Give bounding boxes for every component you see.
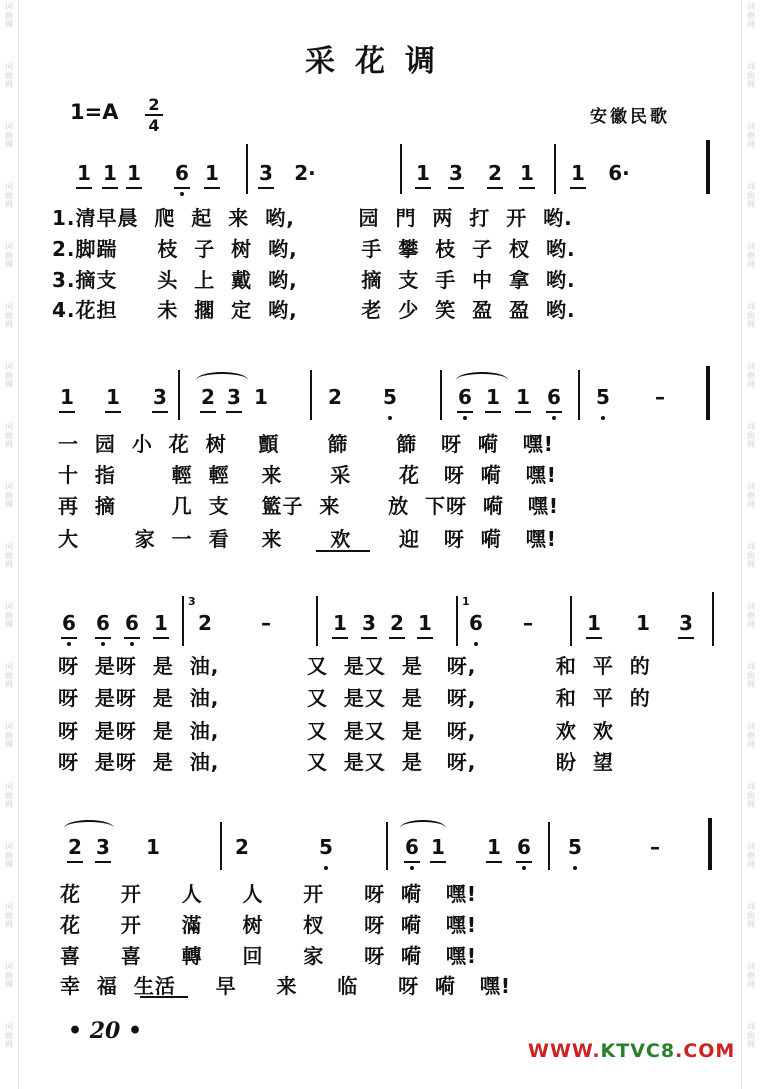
watermark-glyph: 网 (5, 440, 13, 449)
note: 1 (568, 160, 588, 186)
note: 1 (517, 160, 537, 186)
watermark-glyph: 词 (747, 182, 755, 191)
watermark-glyph: 网 (5, 860, 13, 869)
lyric-underline (140, 996, 188, 998)
time-signature-bottom: 4 (148, 116, 160, 135)
watermark-glyph: 曲 (5, 491, 13, 500)
watermark-glyph: 词 (747, 962, 755, 971)
watermark-glyph: 曲 (5, 971, 13, 980)
watermark-glyph: 曲 (5, 911, 13, 920)
bar-line (570, 596, 572, 646)
watermark-glyph-group (3, 122, 15, 149)
time-signature (145, 96, 163, 134)
note: 5 (565, 834, 585, 860)
note: 2 (235, 835, 249, 859)
bar-line (386, 822, 388, 870)
watermark-glyph: 网 (747, 260, 755, 269)
watermark-glyph: 词 (747, 842, 755, 851)
watermark-glyph: 词 (747, 242, 755, 251)
bar-line (554, 144, 556, 194)
watermark-glyph: 词 (5, 422, 13, 431)
watermark-glyph: 词 (747, 662, 755, 671)
bar-line (706, 140, 710, 194)
bar-line (316, 596, 318, 646)
watermark-glyph-group (3, 482, 15, 509)
note: 1 (74, 160, 94, 186)
watermark-glyph: 曲 (5, 251, 13, 260)
grace-note: 3 (188, 595, 196, 608)
note: 6 (402, 834, 422, 860)
note: 1 (330, 610, 350, 636)
watermark-glyph: 网 (5, 620, 13, 629)
watermark-glyph: 曲 (5, 371, 13, 380)
note: 2 (198, 384, 218, 410)
note: 1 (124, 160, 144, 186)
lyric-line-2: 十 指 輕 輕 来 采 花 呀 嗬 嘿! (58, 463, 557, 487)
watermark-glyph: 词 (5, 602, 13, 611)
note: 6· (608, 161, 630, 185)
note: 1 (100, 160, 120, 186)
watermark-glyph: 网 (747, 740, 755, 749)
bar-line (456, 596, 458, 646)
note: 1 (415, 610, 435, 636)
note: 1 (483, 384, 503, 410)
watermark-glyph: 曲 (747, 971, 755, 980)
watermark-glyph: 曲 (5, 431, 13, 440)
watermark-glyph: 网 (747, 1040, 755, 1049)
watermark-glyph-group (745, 422, 757, 449)
watermark-glyph: 网 (5, 200, 13, 209)
lyric-line-2: 2.脚踹 枝 子 树 哟, 手 攀 枝 子 杈 哟. (52, 237, 576, 261)
notes-row (0, 384, 760, 414)
song-source: 安徽民歌 (590, 107, 670, 127)
watermark-glyph: 网 (747, 80, 755, 89)
bar-line (178, 370, 180, 420)
watermark-glyph: 曲 (747, 851, 755, 860)
watermark-glyph-group (745, 662, 757, 689)
bar-line (310, 370, 312, 420)
note: 3 (446, 160, 466, 186)
watermark-glyph: 曲 (747, 1031, 755, 1040)
watermark-glyph-group (745, 482, 757, 509)
watermark-glyph: 曲 (5, 131, 13, 140)
note: 6 (455, 384, 475, 410)
watermark-glyph: 词 (5, 302, 13, 311)
watermark-glyph: 曲 (747, 611, 755, 620)
watermark-glyph: 曲 (747, 71, 755, 80)
watermark-glyph-group (745, 1022, 757, 1049)
note: 3 (256, 160, 276, 186)
bar-line (440, 370, 442, 420)
watermark-glyph: 词 (747, 902, 755, 911)
song-title: 采花调 (305, 44, 455, 79)
lyric-line-4: 幸 福 生活 早 来 临 呀 嗬 嘿! (60, 974, 512, 998)
watermark-glyph: 网 (747, 440, 755, 449)
note: 1 (254, 385, 268, 409)
watermark-glyph: 曲 (747, 251, 755, 260)
watermark-glyph: 词 (5, 962, 13, 971)
note: 3 (359, 610, 379, 636)
note: – (655, 385, 665, 409)
watermark-glyph: 词 (747, 482, 755, 491)
watermark-glyph: 词 (747, 602, 755, 611)
watermark-glyph: 词 (5, 722, 13, 731)
bar-line (246, 144, 248, 194)
watermark-glyph: 词 (747, 542, 755, 551)
watermark-glyph: 网 (747, 380, 755, 389)
watermark-glyph: 曲 (747, 911, 755, 920)
watermark-glyph: 词 (747, 722, 755, 731)
lyric-line-1: 一 园 小 花 树 顫 篩 篩 呀 嗬 嘿! (58, 432, 554, 456)
watermark-glyph: 曲 (5, 551, 13, 560)
watermark-glyph-group (745, 722, 757, 749)
notes-row (0, 610, 760, 640)
lyric-line-4: 4.花担 未 擱 定 哟, 老 少 笑 盈 盈 哟. (52, 298, 576, 322)
note: – (523, 611, 533, 635)
watermark-glyph: 曲 (747, 191, 755, 200)
watermark-glyph-group (3, 242, 15, 269)
watermark-glyph-group (745, 542, 757, 569)
lyric-line-1: 呀 是呀 是 油, 又 是又 是 呀, 和 平 的 (58, 654, 651, 678)
watermark-glyph: 词 (5, 662, 13, 671)
watermark-glyph: 曲 (747, 11, 755, 20)
watermark-glyph: 网 (5, 980, 13, 989)
watermark-glyph-group (3, 422, 15, 449)
note: 6 (93, 610, 113, 636)
lyric-line-1: 1.清早晨 爬 起 来 哟, 园 門 两 打 开 哟. (52, 206, 573, 230)
watermark-glyph: 网 (747, 200, 755, 209)
note: 1 (151, 610, 171, 636)
watermark-glyph: 网 (5, 140, 13, 149)
note: 1 (484, 834, 504, 860)
watermark-glyph: 词 (5, 482, 13, 491)
note: 1 (57, 384, 77, 410)
watermark-glyph-group (3, 782, 15, 809)
watermark-glyph: 网 (747, 500, 755, 509)
watermark-glyph: 词 (5, 182, 13, 191)
watermark-glyph: 网 (5, 500, 13, 509)
note: 6 (514, 834, 534, 860)
bar-line (182, 596, 184, 646)
watermark-glyph-group (3, 2, 15, 29)
watermark-glyph-group (3, 722, 15, 749)
note: – (261, 611, 271, 635)
note: 5 (380, 384, 400, 410)
watermark-glyph: 曲 (5, 191, 13, 200)
watermark-glyph: 网 (5, 260, 13, 269)
note: 6 (466, 610, 486, 636)
note: 1 (584, 610, 604, 636)
bar-line (706, 366, 710, 420)
lyric-line-3: 3.摘支 头 上 戴 哟, 摘 支 手 中 拿 哟. (52, 268, 576, 292)
watermark-glyph: 曲 (747, 551, 755, 560)
lyric-line-3: 再 摘 几 支 籃子 来 放 下呀 嗬 嘿! (58, 494, 560, 518)
watermark-glyph-group (745, 242, 757, 269)
watermark-glyph: 词 (5, 782, 13, 791)
watermark-glyph: 曲 (747, 131, 755, 140)
note: 6 (172, 160, 192, 186)
note: 2 (198, 611, 212, 635)
note: 5 (316, 834, 336, 860)
note: 1 (202, 160, 222, 186)
grace-note: 1 (462, 595, 470, 608)
watermark-glyph: 词 (5, 122, 13, 131)
bar-line (708, 818, 712, 870)
note: 3 (150, 384, 170, 410)
note: 1 (146, 835, 160, 859)
watermark-glyph: 词 (747, 1022, 755, 1031)
watermark-glyph: 网 (747, 620, 755, 629)
watermark-glyph-group (3, 662, 15, 689)
watermark-glyph: 曲 (747, 671, 755, 680)
lyric-line-3: 呀 是呀 是 油, 又 是又 是 呀, 欢 欢 (58, 719, 614, 743)
watermark-glyph: 曲 (747, 431, 755, 440)
watermark-glyph: 词 (747, 122, 755, 131)
watermark-glyph: 网 (747, 20, 755, 29)
watermark-glyph: 词 (5, 902, 13, 911)
watermark-glyph: 词 (5, 1022, 13, 1031)
watermark-glyph: 网 (5, 740, 13, 749)
watermark-glyph: 曲 (5, 671, 13, 680)
lyric-line-1: 花 开 人 人 开 呀 嗬 嘿! (60, 882, 478, 906)
watermark-glyph: 词 (5, 62, 13, 71)
watermark-glyph: 网 (747, 980, 755, 989)
watermark-glyph-group (3, 302, 15, 329)
watermark-glyph-group (745, 902, 757, 929)
watermark-glyph-group (745, 2, 757, 29)
watermark-glyph: 网 (5, 20, 13, 29)
bar-line (400, 144, 402, 194)
watermark-glyph-group (3, 542, 15, 569)
note: 3 (676, 610, 696, 636)
watermark-glyph: 曲 (747, 731, 755, 740)
site-watermark (528, 1040, 735, 1062)
note: 3 (93, 834, 113, 860)
note: 2 (65, 834, 85, 860)
watermark-glyph: 网 (5, 920, 13, 929)
watermark-glyph: 曲 (747, 491, 755, 500)
lyric-line-2: 呀 是呀 是 油, 又 是又 是 呀, 和 平 的 (58, 686, 651, 710)
site-prefix: WWW. (528, 1040, 601, 1062)
watermark-glyph: 词 (747, 62, 755, 71)
site-brand: KTVC8 (600, 1040, 676, 1062)
watermark-glyph: 网 (747, 860, 755, 869)
watermark-glyph-group (745, 122, 757, 149)
watermark-glyph: 曲 (5, 71, 13, 80)
time-signature-top: 2 (148, 95, 160, 114)
lyric-line-2: 花 开 滿 树 杈 呀 嗬 嘿! (60, 913, 478, 937)
watermark-glyph: 曲 (5, 311, 13, 320)
note: 1 (103, 384, 123, 410)
note: 1 (636, 611, 650, 635)
watermark-glyph: 网 (747, 320, 755, 329)
lyric-underline (316, 550, 370, 552)
site-suffix: .COM (675, 1040, 736, 1062)
watermark-glyph: 曲 (5, 851, 13, 860)
watermark-glyph-group (3, 1022, 15, 1049)
watermark-glyph-group (745, 302, 757, 329)
watermark-glyph: 网 (5, 680, 13, 689)
watermark-glyph: 词 (5, 2, 13, 11)
key-signature: 1=A (70, 100, 119, 124)
note: 2 (387, 610, 407, 636)
note: 2· (294, 161, 316, 185)
watermark-glyph: 曲 (5, 611, 13, 620)
note: 6 (122, 610, 142, 636)
watermark-glyph: 曲 (747, 371, 755, 380)
note: 6 (59, 610, 79, 636)
watermark-glyph: 曲 (5, 1031, 13, 1040)
watermark-glyph: 网 (5, 80, 13, 89)
watermark-glyph: 曲 (747, 791, 755, 800)
watermark-glyph: 词 (5, 362, 13, 371)
watermark-glyph-group (3, 962, 15, 989)
watermark-glyph: 词 (747, 782, 755, 791)
watermark-glyph: 曲 (5, 731, 13, 740)
watermark-glyph: 网 (747, 800, 755, 809)
watermark-glyph: 词 (5, 242, 13, 251)
watermark-glyph: 词 (747, 302, 755, 311)
note: – (650, 835, 660, 859)
note: 3 (224, 384, 244, 410)
watermark-glyph: 词 (5, 842, 13, 851)
lyric-line-3: 喜 喜 轉 回 家 呀 嗬 嘿! (60, 944, 478, 968)
watermark-glyph: 网 (747, 560, 755, 569)
notes-row (0, 160, 760, 190)
note: 6 (544, 384, 564, 410)
note: 1 (428, 834, 448, 860)
watermark-glyph: 网 (5, 800, 13, 809)
watermark-glyph: 网 (747, 680, 755, 689)
page-number: • 20 • (68, 1018, 143, 1044)
watermark-glyph: 网 (5, 560, 13, 569)
note: 2 (328, 385, 342, 409)
watermark-glyph: 词 (747, 422, 755, 431)
watermark-glyph-group (3, 902, 15, 929)
watermark-glyph: 词 (5, 542, 13, 551)
note: 5 (593, 384, 613, 410)
watermark-glyph: 网 (747, 140, 755, 149)
watermark-glyph: 曲 (5, 791, 13, 800)
watermark-glyph: 词 (747, 362, 755, 371)
watermark-glyph-group (745, 782, 757, 809)
watermark-glyph: 网 (747, 920, 755, 929)
lyric-line-4: 呀 是呀 是 油, 又 是又 是 呀, 盼 望 (58, 750, 614, 774)
note: 1 (413, 160, 433, 186)
bar-line (578, 370, 580, 420)
watermark-glyph: 曲 (5, 11, 13, 20)
watermark-glyph: 网 (5, 320, 13, 329)
bar-line (548, 822, 550, 870)
watermark-glyph-group (745, 962, 757, 989)
watermark-glyph: 网 (5, 380, 13, 389)
bar-line (712, 592, 714, 646)
notes-row (0, 834, 760, 864)
watermark-glyph: 词 (747, 2, 755, 11)
watermark-glyph: 曲 (747, 311, 755, 320)
bar-line (220, 822, 222, 870)
lyric-line-4: 大 家 一 看 来 欢 迎 呀 嗬 嘿! (58, 527, 557, 551)
note: 1 (513, 384, 533, 410)
watermark-glyph: 网 (5, 1040, 13, 1049)
note: 2 (485, 160, 505, 186)
